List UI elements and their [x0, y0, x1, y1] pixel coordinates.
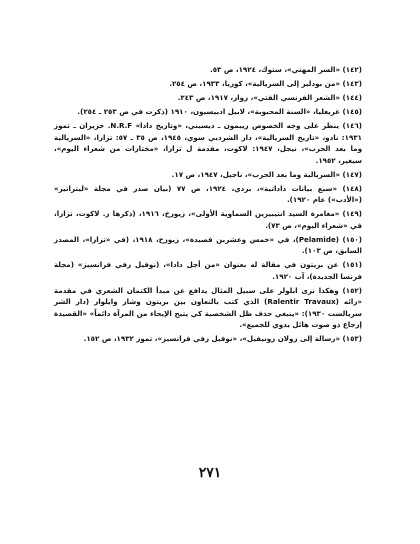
endnote: (١٥٣) «رسالة إلى رولان رونيفيل»، «نوفيل رفي فرانسيز»، تموز ١٩٣٢، ص ١٥٢. — [83, 334, 362, 344]
endnote: (١٤٥) غريغليا، «السنة المحبوبة»، لابيل ادبيسيون، ١٩١٠ (ذكرت في ص ٢٥٣ ـ ٢٥٤). — [77, 107, 362, 117]
endnote: (١٤٢) «السر المهني»، ستوك، ١٩٢٤، ص ٥٣. — [210, 65, 362, 74]
endnote: (١٤٩) «مغامرة السيد انتيبيرين السماوية الأولى»، زيورخ، ١٩١٦، (ذكرها ر. لاكوت، تزارا، في «شعراء اليوم»، ص ٧٣). — [54, 209, 362, 230]
endnote: (١٤٨) «سبع بيانات داداتية»، بردي، ١٩٢٤، ص ٧٧ (بيان صدر في مجلة «ليتراتير» («الأدب») عام ١٩٢٠). — [54, 183, 362, 205]
endnote: (١٥٢) وهكذا نرى ابلولر على سبيل المثال يدافع عن مبدأ الكتمان الشعري في مقدمة «رائه (Ralentir Travaux) الذي كتب بالتعاون بين بريتون وشار وايلوار (دار الشر سريالست ١٩٣٠): «ينبغي حذف ظل الشخصية كي يتيح الإيحاء من المرآة دائماً» «القصيدة إرجاع ذو صوت هائل يدوي للجميع». — [54, 285, 363, 329]
endnote: (١٥١) عن بريتون في مقالة له بعنوان «من أجل دادا»، (نوفيل رفي فرانسيز» (مجلة فرنسا الجديدة)، آب ١٩٢٠. — [54, 260, 362, 281]
page-number: ٢٧١ — [198, 465, 222, 481]
endnote: (١٤٣) «من بودلير إلى السريالية»، كوريا، ١٩٣٣، ص ٢٥٤. — [169, 79, 362, 89]
endnote: (١٤٦) ينظر على وجه الخصوص ريبمون ـ ديسيني، «وتاريخ دادا» N.R.F. حزيران ـ تموز ١٩٣١: نادو، «تاريخ السريالية»، دار الشرديي سوي، ١٩٤٥، ص ٣٥ ـ ٥٧: تزارا، «السريالية وما بعد الحرب»، نيجل، ١٩٤٧: لاكوت، مقدمة ل تزارا، «مختارات من شعراء اليوم»، سيغير، ١٩٥٢. — [54, 121, 362, 165]
endnote: (١٥٠) (Pelamide)، في «خمس وعشرين قصيدة»، زيورخ، ١٩١٨، (في «تزارا»، المصدر السابق، ص ١٠٣). — [54, 234, 362, 256]
endnote: (١٤٧) «السريالية وما بعد الحرب»، ناجيل، ١٩٤٧، ص ١٧. — [171, 169, 362, 179]
endnotes-list — [54, 64, 362, 345]
endnote: (١٤٤) «الشعر الفرنسي الفتي»، روار، ١٩١٧، ص ٢٤٣. — [177, 93, 362, 103]
